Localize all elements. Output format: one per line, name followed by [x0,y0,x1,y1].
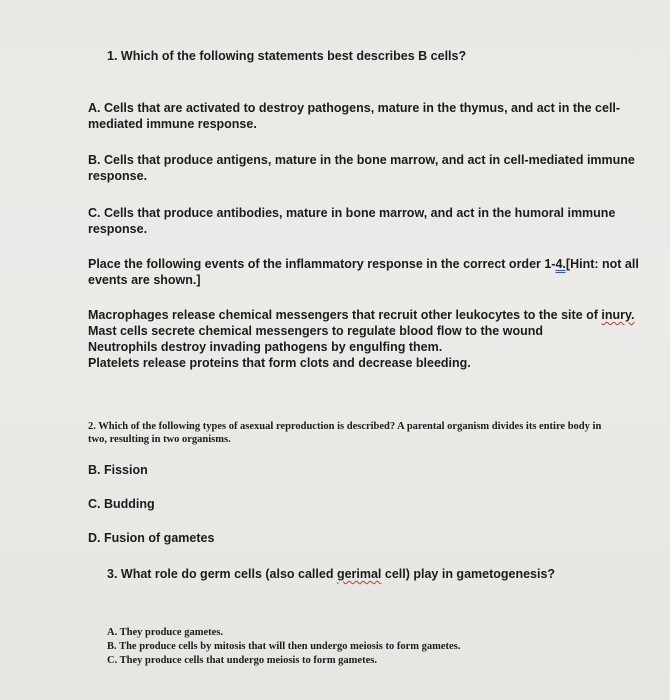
q3-option-c: C. They produce cells that undergo meiosis to form gametes. [107,655,377,666]
inflammatory-prompt-line2: events are shown.] [88,273,201,287]
q2-question-line1: 2. Which of the following types of asexual reproduction is described? A parental organism divides its entire body in [88,421,602,432]
inflammatory-event-2: Mast cells secrete chemical messengers to regulate blood flow to the wound [88,324,543,338]
q1-question: 1. Which of the following statements best describes B cells? [107,49,467,63]
event1-text: Macrophages release chemical messengers that recruit other leukocytes to the site of [88,308,602,322]
inflammatory-event-4: Platelets release proteins that form clots and decrease bleeding. [88,356,471,370]
q1-option-b-line1: B. Cells that produce antigens, mature in the bone marrow, and act in cell-mediated immune [88,153,635,167]
q3-option-a: A. They produce gametes. [107,627,223,638]
q2-option-d: D. Fusion of gametes [88,531,215,545]
q3-question-post: cell) play in gametogenesis? [381,567,556,581]
inflammatory-prompt-pre: Place the following events of the inflammatory response in the correct order 1- [88,257,556,271]
q1-option-a-line1: A. Cells that are activated to destroy pathogens, mature in the thymus, and act in the cell- [88,101,621,115]
inflammatory-prompt-post: Hint: not all [570,257,639,271]
q2-question-line2: two, resulting in two organisms. [88,434,231,445]
inflammatory-event-1 [88,307,635,323]
event1-misspelled-word: inury. [601,308,635,322]
q1-option-c-line1: C. Cells that produce antibodies, mature in bone marrow, and act in the humoral immune [88,206,616,220]
q1-option-a-line2: mediated immune response. [88,117,257,131]
q1-option-c-line2: response. [88,222,148,236]
q3-misspelled-word: gerimal [336,567,382,581]
inflammatory-prompt-marked: 4.[ [555,257,571,271]
inflammatory-event-3: Neutrophils destroy invading pathogens by engulfing them. [88,340,443,354]
q3-question-pre: 3. What role do germ cells (also called [107,567,337,581]
q2-option-b: B. Fission [88,463,148,477]
q3-option-b: B. The produce cells by mitosis that will then undergo meiosis to form gametes. [107,641,461,652]
q2-option-c: C. Budding [88,497,155,511]
q3-question [107,566,555,582]
q1-option-b-line2: response. [88,169,148,183]
inflammatory-prompt-line1 [88,256,639,272]
